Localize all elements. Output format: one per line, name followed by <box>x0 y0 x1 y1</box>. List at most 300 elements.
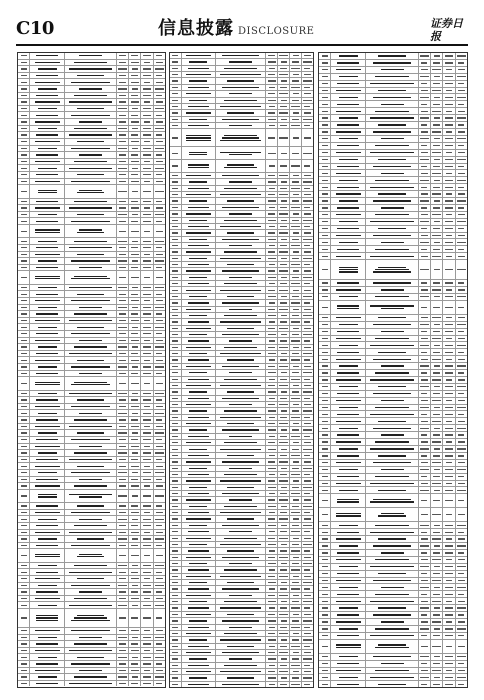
table-cell <box>319 391 331 397</box>
table-cell <box>170 72 182 77</box>
table-cell <box>141 596 153 602</box>
table-cell <box>302 593 313 598</box>
table-cell <box>117 331 129 337</box>
table-cell <box>443 336 455 342</box>
table-cell <box>278 224 290 229</box>
table-cell <box>366 143 418 149</box>
table-cell <box>216 98 266 103</box>
table-cell <box>170 504 182 509</box>
table-cell <box>154 510 165 516</box>
table-cell <box>65 79 117 85</box>
table-cell <box>216 485 266 490</box>
table-cell <box>302 345 313 350</box>
table-cell <box>216 319 266 324</box>
table-cell <box>182 326 216 331</box>
table-row <box>18 318 165 325</box>
table-cell <box>30 93 65 99</box>
table-cell <box>141 165 153 171</box>
table-cell <box>216 237 266 242</box>
table-cell <box>154 351 165 357</box>
table-row <box>319 681 467 687</box>
table-cell <box>182 618 216 623</box>
table-cell <box>154 324 165 330</box>
table-cell <box>154 583 165 589</box>
table-cell <box>117 271 129 283</box>
table-cell <box>419 591 431 597</box>
table-cell <box>65 569 117 575</box>
table-cell <box>443 370 455 376</box>
table-cell <box>419 432 431 438</box>
table-cell <box>18 457 30 463</box>
table-cell <box>30 444 65 450</box>
table-cell <box>30 654 65 660</box>
table-cell <box>278 459 290 464</box>
table-cell <box>216 472 266 477</box>
table-cell <box>278 625 290 630</box>
table-cell <box>419 129 431 135</box>
table-cell <box>319 81 331 87</box>
table-cell <box>319 164 331 170</box>
table-cell <box>431 191 443 197</box>
table-cell <box>319 226 331 232</box>
table-cell <box>154 66 165 72</box>
table-cell <box>182 446 216 451</box>
table-cell <box>419 184 431 190</box>
table-cell <box>419 253 431 259</box>
table-cell <box>170 294 182 299</box>
table-cell <box>65 311 117 317</box>
table-cell <box>266 529 278 534</box>
table-cell <box>366 363 418 369</box>
table-cell <box>65 417 117 423</box>
table-cell <box>30 589 65 595</box>
table-cell <box>456 460 467 466</box>
table-cell <box>278 478 290 483</box>
table-cell <box>366 584 418 590</box>
table-cell <box>117 258 129 264</box>
table-cell <box>182 160 216 172</box>
table-cell <box>65 119 117 125</box>
table-cell <box>170 485 182 490</box>
table-cell <box>266 104 278 109</box>
table-cell <box>319 329 331 335</box>
table-cell <box>331 446 366 452</box>
table-cell <box>278 66 290 71</box>
table-cell <box>319 253 331 259</box>
table-cell <box>419 329 431 335</box>
table-cell <box>419 391 431 397</box>
table-cell <box>65 99 117 105</box>
table-cell <box>182 427 216 432</box>
table-cell <box>431 246 443 252</box>
table-cell <box>141 628 153 634</box>
table-cell <box>30 185 65 197</box>
table-cell <box>170 446 182 451</box>
table-cell <box>290 98 302 103</box>
table-cell <box>419 619 431 625</box>
table-cell <box>431 405 443 411</box>
table-cell <box>302 478 313 483</box>
table-cell <box>419 508 431 521</box>
table-cell <box>290 211 302 216</box>
table-cell <box>30 132 65 138</box>
table-cell <box>419 460 431 466</box>
table-cell <box>456 53 467 59</box>
table-cell <box>216 459 266 464</box>
table-cell <box>18 661 30 667</box>
table-cell <box>182 104 216 109</box>
table-row <box>18 602 165 609</box>
table-cell <box>18 609 30 627</box>
table-cell <box>319 598 331 604</box>
table-cell <box>141 424 153 430</box>
table-cell <box>65 225 117 237</box>
table-cell <box>331 405 366 411</box>
table-cell <box>278 637 290 642</box>
table-cell <box>65 265 117 271</box>
table-cell <box>170 243 182 248</box>
table-cell <box>129 410 141 416</box>
table-cell <box>278 472 290 477</box>
table-cell <box>443 612 455 618</box>
table-cell <box>129 602 141 608</box>
table-cell <box>302 504 313 509</box>
table-cell <box>65 126 117 132</box>
table-cell <box>216 625 266 630</box>
table-cell <box>419 336 431 342</box>
table-row <box>18 252 165 259</box>
table-cell <box>419 640 431 653</box>
table-cell <box>331 191 366 197</box>
table-cell <box>170 104 182 109</box>
table-cell <box>366 164 418 170</box>
table-cell <box>117 79 129 85</box>
table-cell <box>366 315 418 321</box>
table-row <box>18 218 165 225</box>
table-cell <box>278 427 290 432</box>
table-cell <box>331 571 366 577</box>
table-cell <box>216 332 266 337</box>
table-cell <box>366 661 418 667</box>
table-cell <box>266 631 278 636</box>
table-cell <box>182 110 216 115</box>
table-cell <box>30 483 65 489</box>
table-cell <box>129 523 141 529</box>
table-cell <box>266 523 278 528</box>
table-cell <box>266 675 278 680</box>
table-cell <box>30 602 65 608</box>
table-cell <box>117 569 129 575</box>
table-cell <box>30 503 65 509</box>
table-row <box>18 563 165 570</box>
table-row <box>319 557 467 564</box>
table-cell <box>129 596 141 602</box>
table-cell <box>65 377 117 389</box>
table-cell <box>170 300 182 305</box>
table-row <box>18 357 165 364</box>
table-cell <box>443 212 455 218</box>
table-cell <box>18 397 30 403</box>
table-cell <box>431 439 443 445</box>
table-cell <box>141 410 153 416</box>
table-cell <box>170 637 182 642</box>
table-cell <box>129 318 141 324</box>
table-cell <box>141 93 153 99</box>
table-cell <box>216 186 266 191</box>
table-cell <box>30 338 65 344</box>
table-cell <box>154 563 165 569</box>
table-cell <box>443 405 455 411</box>
table-cell <box>65 218 117 224</box>
table-cell <box>290 542 302 547</box>
table-cell <box>154 179 165 185</box>
table-cell <box>266 98 278 103</box>
table-cell <box>419 668 431 674</box>
table-row <box>18 530 165 537</box>
table-cell <box>266 59 278 64</box>
table-cell <box>65 285 117 291</box>
table-cell <box>278 599 290 604</box>
table-cell <box>290 656 302 661</box>
table-cell <box>443 453 455 459</box>
table-cell <box>216 85 266 90</box>
table-cell <box>117 483 129 489</box>
table-cell <box>216 370 266 375</box>
table-cell <box>366 543 418 549</box>
table-cell <box>278 377 290 382</box>
table-cell <box>443 543 455 549</box>
table-cell <box>216 427 266 432</box>
table-cell <box>278 205 290 210</box>
table-row <box>319 53 467 60</box>
table-cell <box>302 650 313 655</box>
table-cell <box>65 654 117 660</box>
table-cell <box>141 674 153 680</box>
table-cell <box>331 626 366 632</box>
table-cell <box>154 338 165 344</box>
table-cell <box>278 370 290 375</box>
table-cell <box>154 576 165 582</box>
table-row <box>319 150 467 157</box>
table-cell <box>182 402 216 407</box>
table-cell <box>129 212 141 218</box>
table-cell <box>443 439 455 445</box>
table-cell <box>154 628 165 634</box>
table-cell <box>456 487 467 493</box>
table-cell <box>154 417 165 423</box>
table-cell <box>431 398 443 404</box>
table-cell <box>141 549 153 561</box>
table-cell <box>129 364 141 370</box>
table-cell <box>266 85 278 90</box>
table-cell <box>65 641 117 647</box>
table-cell <box>266 230 278 235</box>
table-cell <box>18 654 30 660</box>
table-cell <box>319 370 331 376</box>
table-cell <box>456 205 467 211</box>
table-cell <box>302 300 313 305</box>
table-cell <box>117 437 129 443</box>
table-cell <box>182 593 216 598</box>
table-cell <box>18 318 30 324</box>
table-cell <box>216 605 266 610</box>
table-cell <box>302 338 313 343</box>
table-cell <box>331 370 366 376</box>
table-cell <box>366 377 418 383</box>
table-cell <box>266 256 278 261</box>
table-cell <box>431 336 443 342</box>
table-cell <box>216 294 266 299</box>
table-cell <box>18 530 30 536</box>
table-cell <box>290 415 302 420</box>
table-cell <box>18 93 30 99</box>
table-cell <box>18 212 30 218</box>
table-cell <box>141 483 153 489</box>
table-cell <box>278 612 290 617</box>
table-row <box>319 633 467 640</box>
table-row <box>319 564 467 571</box>
table-row <box>319 81 467 88</box>
table-cell <box>154 457 165 463</box>
table-cell <box>456 363 467 369</box>
table-cell <box>431 322 443 328</box>
table-cell <box>278 147 290 159</box>
table-cell <box>290 249 302 254</box>
table-cell <box>117 351 129 357</box>
table-cell <box>18 338 30 344</box>
table-cell <box>443 446 455 452</box>
table-cell <box>443 550 455 556</box>
table-cell <box>154 331 165 337</box>
table-cell <box>117 146 129 152</box>
section-title: 信息披露 <box>158 18 234 39</box>
table-cell <box>278 580 290 585</box>
table-row <box>319 219 467 226</box>
table-cell <box>141 543 153 549</box>
table-cell <box>170 218 182 223</box>
table-cell <box>302 618 313 623</box>
table-cell <box>30 397 65 403</box>
table-cell <box>129 510 141 516</box>
table-cell <box>456 377 467 383</box>
table-cell <box>456 550 467 556</box>
table-cell <box>366 654 418 660</box>
table-cell <box>431 446 443 452</box>
table-cell <box>266 434 278 439</box>
table-cell <box>443 170 455 176</box>
table-cell <box>431 342 443 348</box>
table-cell <box>431 253 443 259</box>
table-cell <box>419 681 431 687</box>
table-cell <box>30 258 65 264</box>
table-cell <box>18 357 30 363</box>
table-cell <box>443 418 455 424</box>
table-cell <box>443 205 455 211</box>
table-cell <box>431 550 443 556</box>
table-cell <box>431 425 443 431</box>
table-cell <box>302 434 313 439</box>
table-cell <box>431 432 443 438</box>
table-cell <box>278 408 290 413</box>
table-cell <box>290 129 302 146</box>
table-cell <box>419 363 431 369</box>
table-cell <box>266 427 278 432</box>
table-cell <box>331 578 366 584</box>
table-cell <box>443 115 455 121</box>
table-cell <box>366 564 418 570</box>
table-cell <box>331 329 366 335</box>
table-cell <box>117 563 129 569</box>
table-cell <box>456 453 467 459</box>
table-cell <box>65 86 117 92</box>
table-cell <box>290 644 302 649</box>
table-cell <box>216 218 266 223</box>
table-cell <box>331 219 366 225</box>
table-cell <box>331 122 366 128</box>
table-cell <box>216 326 266 331</box>
table-cell <box>366 233 418 239</box>
table-cell <box>129 93 141 99</box>
table-cell <box>170 313 182 318</box>
table-row <box>18 483 165 490</box>
table-cell <box>302 237 313 242</box>
table-row <box>18 444 165 451</box>
table-cell <box>216 66 266 71</box>
table-cell <box>129 106 141 112</box>
table-cell <box>30 291 65 297</box>
table-cell <box>419 481 431 487</box>
table-cell <box>431 578 443 584</box>
table-cell <box>182 580 216 585</box>
table-cell <box>366 536 418 542</box>
table-cell <box>419 398 431 404</box>
table-cell <box>129 549 141 561</box>
table-row <box>18 437 165 444</box>
table-cell <box>216 631 266 636</box>
table-cell <box>366 129 418 135</box>
table-row <box>319 294 467 301</box>
table-cell <box>65 391 117 397</box>
table-cell <box>302 249 313 254</box>
table-cell <box>182 625 216 630</box>
table-cell <box>319 467 331 473</box>
table-cell <box>302 319 313 324</box>
table-cell <box>18 291 30 297</box>
table-cell <box>170 497 182 502</box>
table-cell <box>141 112 153 118</box>
table-cell <box>302 605 313 610</box>
table-cell <box>170 586 182 591</box>
table-cell <box>141 430 153 436</box>
table-cell <box>129 265 141 271</box>
table-cell <box>278 313 290 318</box>
table-cell <box>331 115 366 121</box>
table-cell <box>182 631 216 636</box>
table-cell <box>154 106 165 112</box>
table-cell <box>18 377 30 389</box>
table-cell <box>331 363 366 369</box>
table-cell <box>30 60 65 66</box>
table-cell <box>266 637 278 642</box>
table-cell <box>154 258 165 264</box>
table-cell <box>117 364 129 370</box>
table-row <box>18 344 165 351</box>
table-cell <box>431 418 443 424</box>
table-cell <box>331 315 366 321</box>
table-cell <box>278 256 290 261</box>
table-cell <box>290 110 302 115</box>
table-cell <box>419 170 431 176</box>
